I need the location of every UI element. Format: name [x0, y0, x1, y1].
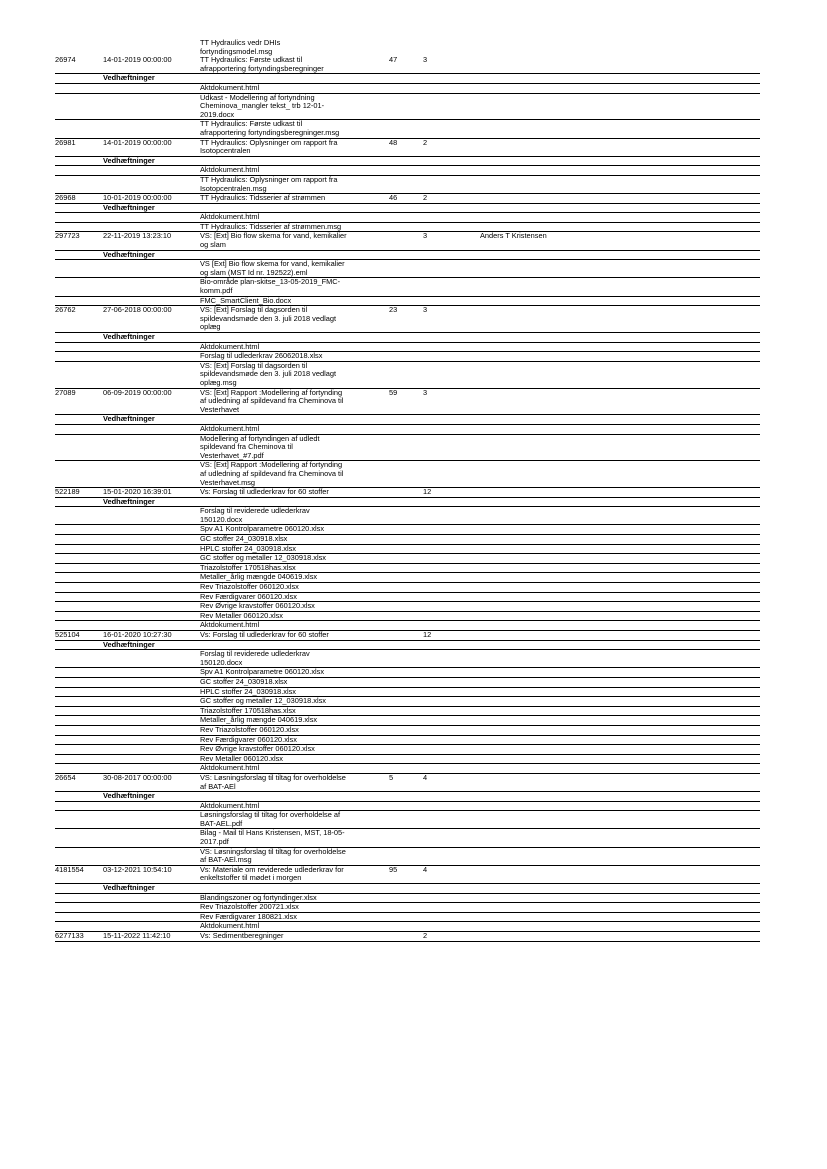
record-date: 10-01-2019 00:00:00 [103, 193, 172, 203]
attachment-row [55, 894, 760, 904]
record-count: 2 [423, 193, 428, 203]
record-title: Vs: Forslag til udlederkrav for 60 stoffer [200, 630, 329, 639]
attachment-row [55, 755, 760, 765]
attachments-label: Vedhæftninger [103, 791, 155, 801]
record-date: 30-08-2017 00:00:00 [103, 772, 172, 782]
attachments-header [55, 204, 760, 214]
record-id: 26981 [55, 137, 76, 147]
attachment-row [55, 535, 760, 545]
attachment-row [55, 213, 760, 223]
record-row [55, 774, 760, 792]
record-number: 59 [389, 387, 398, 397]
attachment-row [55, 84, 760, 94]
attachment-name: VS: [Ext] Rapport :Modellering af fortynding af udledning af spildevand fra Cheminova til Vesterhavet.msg [200, 460, 344, 487]
attachment-row [55, 120, 760, 138]
record-person: Anders T Kristensen [480, 231, 547, 241]
attachments-header [55, 157, 760, 167]
record-title: Vs: Sedimentberegninger [200, 931, 284, 940]
record-title: Vs: Materiale om reviderede udlederkrav for enkeltstoffer til mødet i morgen [200, 864, 344, 883]
record-count: 12 [423, 630, 432, 639]
attachment-row [55, 829, 760, 847]
record-count: 4 [423, 772, 428, 782]
attachment-row [55, 362, 760, 389]
attachment-name: Rev Triazolstoffer 060120.xlsx [200, 582, 299, 592]
record-date: 16-01-2020 10:27:30 [103, 630, 172, 639]
attachment-row [55, 564, 760, 574]
attachment-row [55, 593, 760, 603]
attachment-name: Spv A1 Kontrolparametre 060120.xlsx [200, 524, 325, 534]
attachment-name: Rev Triazolstoffer 060120.xlsx [200, 724, 299, 734]
attachment-name: TT Hydraulics: Første udkast til afrapportering fortyndingsberegninger.msg [200, 119, 340, 137]
attachments-label: Vedhæftninger [103, 155, 155, 165]
record-row [55, 866, 760, 884]
attachment-name: FMC_SmartClient_Bio.docx [200, 295, 292, 305]
attachment-row [55, 736, 760, 746]
attachment-row [55, 848, 760, 866]
record-date: 15-01-2020 16:39:01 [103, 487, 172, 497]
record-count: 3 [423, 55, 428, 65]
record-title: VS: [Ext] Bio flow skema for vand, kemikalier og slam [200, 231, 347, 250]
attachments-header [55, 333, 760, 343]
attachments-label: Vedhæftninger [103, 883, 155, 893]
attachments-label: Vedhæftninger [103, 73, 155, 83]
attachments-label: Vedhæftninger [103, 249, 155, 259]
attachment-name: Metaller_årlig mængde 040619.xlsx [200, 572, 318, 582]
record-number: 23 [389, 305, 398, 315]
record-id: 27089 [55, 387, 76, 397]
attachment-name: GC stoffer 24_030918.xlsx [200, 534, 288, 544]
attachment-row [55, 260, 760, 278]
attachment-name: VS: [Ext] Forslag til dagsorden til spildevandsmøde den 3. juli 2018 vedlagt oplæg.msg [200, 360, 336, 387]
attachment-row [55, 166, 760, 176]
attachments-header [55, 415, 760, 425]
record-row [55, 56, 760, 74]
attachments-header [55, 884, 760, 894]
record-id: 522189 [55, 487, 80, 497]
record-title: VS: Løsningsforslag til tiltag for overholdelse af BAT-AEl [200, 772, 346, 791]
attachment-name: Triazolstoffer 170518has.xlsx [200, 562, 296, 572]
record-number: 5 [389, 772, 394, 782]
attachment-row [55, 435, 760, 462]
document-table [55, 39, 760, 942]
attachment-row [55, 94, 760, 121]
attachment-name: Aktdokument.html [200, 800, 260, 810]
attachments-label: Vedhæftninger [103, 332, 155, 341]
attachment-name: HPLC stoffer 24_030918.xlsx [200, 686, 296, 696]
record-id: 525104 [55, 630, 80, 639]
attachment-row [55, 278, 760, 296]
attachment-name: Metaller_årlig mængde 040619.xlsx [200, 715, 318, 725]
attachments-label: Vedhæftninger [103, 496, 155, 506]
attachment-name: Rev Metaller 060120.xlsx [200, 610, 283, 620]
attachment-name: GC stoffer 24_030918.xlsx [200, 676, 288, 686]
attachments-label: Vedhæftninger [103, 639, 155, 649]
attachment-row [55, 583, 760, 593]
attachment-row [55, 425, 760, 435]
record-row [55, 194, 760, 204]
record-count: 12 [423, 487, 432, 497]
record-id: 6277133 [55, 931, 84, 940]
record-row [55, 306, 760, 333]
attachment-name: Rev Triazolstoffer 200721.xlsx [200, 902, 299, 912]
record-count: 2 [423, 137, 428, 147]
attachments-header [55, 792, 760, 802]
attachment-row [55, 668, 760, 678]
attachment-name: VS [Ext] Bio flow skema for vand, kemikalier og slam (MST Id nr. 192522).eml [200, 259, 345, 277]
record-title: TT Hydraulics: Første udkast til afrapportering fortyndingsberegninger [200, 55, 324, 73]
attachment-name: Forslag til reviderede udlederkrav 150120.docx [200, 506, 310, 524]
record-title: TT Hydraulics: Oplysninger om rapport fra Isotopcentralen [200, 137, 338, 156]
attachment-name: Aktdokument.html [200, 921, 260, 931]
attachment-name: TT Hydraulics: Oplysninger om rapport fra Isotopcentralen.msg [200, 174, 338, 193]
attachment-row [55, 802, 760, 812]
record-row [55, 139, 760, 157]
record-title: TT Hydraulics: Tidsserier af strømmen [200, 193, 326, 203]
attachments-header [55, 74, 760, 84]
attachments-header [55, 641, 760, 651]
attachment-name: Triazolstoffer 170518has.xlsx [200, 705, 296, 715]
record-date: 14-01-2019 00:00:00 [103, 55, 172, 65]
record-count: 4 [423, 864, 428, 874]
record-count: 3 [423, 305, 428, 315]
attachment-name: Rev Øvrige kravstoffer 060120.xlsx [200, 601, 315, 611]
record-count: 3 [423, 387, 428, 397]
attachment-row [55, 554, 760, 564]
record-id: 26762 [55, 305, 76, 315]
attachments-label: Vedhæftninger [103, 414, 155, 424]
attachment-row [55, 650, 760, 668]
attachment-row [55, 903, 760, 913]
attachment-row [55, 745, 760, 755]
attachment-name: Bilag - Mail til Hans Kristensen, MST, 18-05- 2017.pdf [200, 828, 345, 847]
attachment-name: Aktdokument.html [200, 82, 260, 92]
attachment-name: Aktdokument.html [200, 212, 260, 222]
record-count: 3 [423, 231, 428, 241]
attachment-name: Aktdokument.html [200, 341, 260, 351]
attachment-name: Rev Færdigvarer 060120.xlsx [200, 734, 297, 744]
record-date: 14-01-2019 00:00:00 [103, 137, 172, 147]
record-id: 26974 [55, 55, 76, 65]
record-number: 46 [389, 193, 398, 203]
record-number: 95 [389, 864, 398, 874]
attachment-row [55, 612, 760, 622]
record-row [55, 631, 760, 641]
attachment-name: Forslag til udlederkrav 26062018.xlsx [200, 351, 323, 361]
record-id: 26654 [55, 772, 76, 782]
record-row [55, 488, 760, 498]
attachment-name: Aktdokument.html [200, 423, 260, 433]
attachment-row [55, 811, 760, 829]
record-id: 297723 [55, 231, 80, 241]
attachment-row [55, 716, 760, 726]
attachment-row [55, 913, 760, 923]
record-date: 03-12-2021 10:54:10 [103, 864, 172, 874]
attachment-name: Aktdokument.html [200, 165, 260, 175]
record-row [55, 389, 760, 416]
attachment-row [55, 343, 760, 353]
attachment-row [55, 176, 760, 194]
attachment-name: Udkast - Modellering af fortyndning Cheminova_mangler tekst_ trb 12-01- 2019.docx [200, 92, 325, 119]
attachment-name: Modellering af fortyndingen af udledt spildevand fra Cheminova til Vesterhavet_#7.pdf [200, 433, 320, 460]
attachment-name: Aktdokument.html [200, 763, 260, 773]
attachment-row [55, 688, 760, 698]
attachment-name: Bio-område plan-skitse_13-05-2019_FMC- komm.pdf [200, 277, 341, 296]
record-id: 26968 [55, 193, 76, 203]
attachment-row [55, 678, 760, 688]
attachment-name: GC stoffer og metaller 12_030918.xlsx [200, 553, 326, 563]
record-date: 27-06-2018 00:00:00 [103, 305, 172, 315]
attachment-name: TT Hydraulics: Tidsserier af strømmen.msg [200, 221, 342, 231]
attachments-header [55, 251, 760, 261]
attachment-name: Rev Øvrige kravstoffer 060120.xlsx [200, 744, 315, 754]
attachment-name: Spv A1 Kontrolparametre 060120.xlsx [200, 667, 325, 677]
record-id: 4181554 [55, 864, 84, 874]
attachment-name: Løsningsforslag til tiltag for overholdelse af BAT-AEL.pdf [200, 810, 341, 828]
attachment-name: Rev Færdigvarer 060120.xlsx [200, 591, 297, 601]
record-title: Vs: Forslag til udlederkrav for 60 stoffer [200, 487, 329, 497]
record-count: 2 [423, 931, 428, 940]
attachment-row [55, 707, 760, 717]
attachment-row [55, 507, 760, 525]
record-row [55, 932, 760, 942]
continuation-title: TT Hydraulics vedr DHIs fortyndingsmodel.msg [200, 38, 281, 56]
attachment-row [55, 573, 760, 583]
attachment-name: Rev Metaller 060120.xlsx [200, 753, 283, 763]
attachments-label: Vedhæftninger [103, 202, 155, 212]
record-date: 15-11-2022 11:42:10 [103, 931, 171, 940]
attachment-name: GC stoffer og metaller 12_030918.xlsx [200, 696, 326, 706]
attachment-row [55, 545, 760, 555]
attachment-name: Blandingszoner og fortyndinger.xlsx [200, 892, 317, 902]
attachments-header [55, 498, 760, 508]
attachment-name: Aktdokument.html [200, 620, 260, 630]
record-title: VS: [Ext] Rapport :Modellering af fortynding af udledning af spildevand fra Cheminova til Vesterhavet [200, 387, 344, 414]
attachment-name: VS: Løsningsforslag til tiltag for overholdelse af BAT-AEl.msg [200, 846, 346, 865]
record-row [55, 232, 760, 250]
attachment-row [55, 602, 760, 612]
record-number: 47 [389, 55, 398, 65]
record-number: 48 [389, 137, 398, 147]
attachment-row [55, 352, 760, 362]
attachment-row [55, 525, 760, 535]
record-date: 06-09-2019 00:00:00 [103, 387, 172, 397]
record-title: VS: [Ext] Forslag til dagsorden til spildevandsmøde den 3. juli 2018 vedlagt oplæg [200, 305, 336, 332]
attachment-name: Rev Færdigvarer 180821.xlsx [200, 911, 297, 921]
attachment-row [55, 697, 760, 707]
attachment-name: Forslag til reviderede udlederkrav 150120.docx [200, 649, 310, 667]
record-date: 22-11-2019 13:23:10 [103, 231, 172, 241]
attachment-row [55, 461, 760, 488]
attachment-name: HPLC stoffer 24_030918.xlsx [200, 543, 296, 553]
continuation-row [55, 39, 760, 56]
attachment-row [55, 726, 760, 736]
